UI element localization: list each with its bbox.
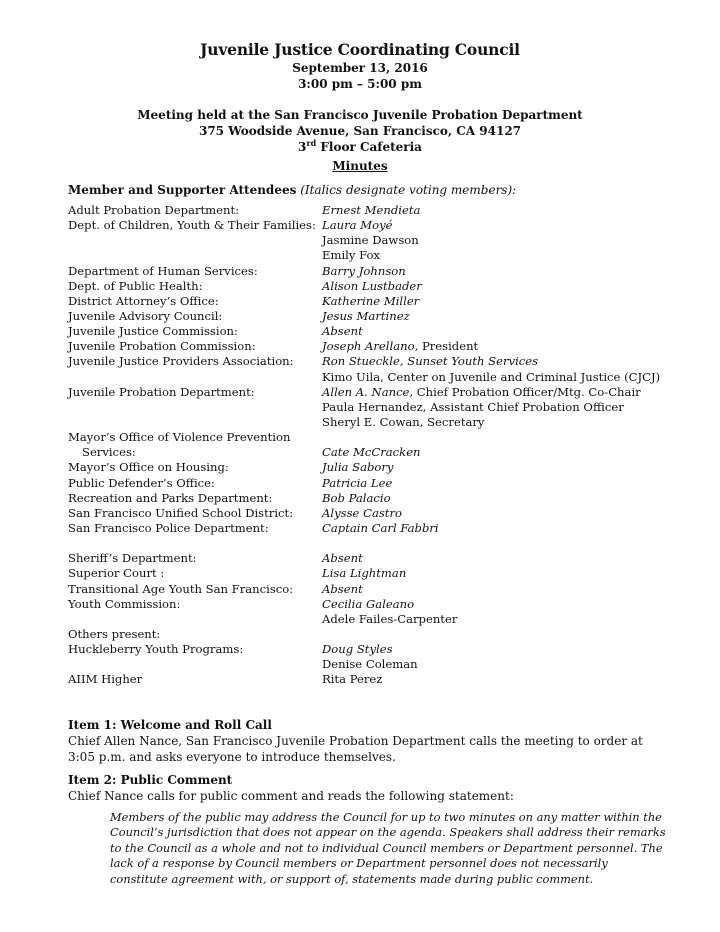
agenda-item-1 [68,717,668,765]
attendee-organization: Adult Probation Department: [68,203,240,217]
attendee-representative: Kimo Uila, Center on Juvenile and Criminal Justice (CJCJ) [322,369,661,384]
meeting-address: 375 Woodside Avenue, San Francisco, CA 94127 [198,124,522,138]
agenda-item-2 [68,772,668,804]
attendee-representative: Sheryl E. Cowan, Secretary [322,414,485,429]
attendee-representative: Jasmine Dawson [322,233,419,248]
attendee-organization: Mayor’s Office of Violence Prevention [68,430,291,445]
attendee-representative: Absent [322,581,363,596]
attendee-representative: Ernest Mendieta [322,203,421,217]
meeting-date: September 13, 2016 [292,61,428,75]
attendee-representative: Cecilia Galeano [322,596,415,611]
attendee-organization: Juvenile Probation Department: [68,384,255,399]
attendee-representative: Alysse Castro [322,505,402,520]
attendee-organization: Public Defender’s Office: [68,475,215,490]
attendee-representative: Laura Moyé [322,218,393,233]
public-comment-statement: Members of the public may address the Council for up to two minutes on any matter within the Council’s jurisdiction that does not appear on the agenda. Speakers shall address their remarks to the Council as a whole and not to individual Council members or Department personnel. The lack of a response by Council members or Department personnel does not necessarily constitute agreement with, or support of, statements made during public comment. [110,810,666,886]
attendee-representative: Rita Perez [322,672,383,687]
attendee-organization: Youth Commission: [68,596,181,611]
attendee-representative: Bob Palacio [322,490,391,505]
attendee-organization: AIIM Higher [68,672,143,687]
agenda-item-2-title: Item 2: Public Comment [68,773,233,787]
attendee-organization: Dept. of Children, Youth & Their Families: [68,218,316,233]
attendee-organization: Juvenile Probation Commission: [68,339,256,354]
attendee-organization: Juvenile Justice Commission: [68,324,238,339]
meeting-floor: 3rd Floor Cafeteria [298,138,422,154]
attendee-representative: Emily Fox [322,248,381,263]
attendee-representative: Jesus Martinez [322,308,410,323]
attendee-organization: Services: [82,445,136,460]
attendee-organization: Transitional Age Youth San Francisco: [68,581,294,596]
attendee-representative: Lisa Lightman [322,566,407,581]
minutes-heading: Minutes [332,159,388,173]
attendee-representative: Allen A. Nance, Chief Probation Officer/Mtg. Co-Chair [322,384,641,399]
attendee-organization: Dept. of Public Health: [68,278,203,293]
attendee-representative: Doug Styles [322,642,393,657]
agenda-item-1-title: Item 1: Welcome and Roll Call [68,718,272,732]
attendee-organization: Juvenile Justice Providers Association: [68,354,294,369]
attendee-representative: Absent [322,551,363,566]
attendee-organization: District Attorney’s Office: [68,293,219,308]
attendee-representative: Absent [322,324,363,339]
attendee-representative: Denise Coleman [322,657,418,672]
attendee-representative: Patricia Lee [322,475,393,490]
agenda-item-1-text: Chief Allen Nance, San Francisco Juvenile Probation Department calls the meeting to order at 3:05 p.m. and asks everyone to introduce themselves. [68,734,643,764]
meeting-venue: Meeting held at the San Francisco Juvenile Probation Department [137,108,583,122]
attendee-organization: Mayor’s Office on Housing: [68,460,229,475]
attendee-organization: Recreation and Parks Department: [68,490,273,505]
attendee-organization: Huckleberry Youth Programs: [68,642,244,657]
attendee-representative: Paula Hernandez, Assistant Chief Probation Officer [322,399,624,414]
attendee-representative: Barry Johnson [322,263,406,278]
attendee-organization: San Francisco Police Department: [68,520,269,535]
attendee-representative: Katherine Miller [322,293,420,308]
attendee-representative: Ron Stueckle, Sunset Youth Services [322,354,539,369]
attendee-organization: Sheriff’s Department: [68,551,197,566]
attendee-representative: Alison Lustbader [322,278,422,293]
meeting-time: 3:00 pm – 5:00 pm [298,77,422,91]
attendee-organization: Juvenile Advisory Council: [68,308,223,323]
document-title: Juvenile Justice Coordinating Council [200,40,520,59]
attendee-organization: Others present: [68,626,161,641]
agenda-item-2-text: Chief Nance calls for public comment and reads the following statement: [68,789,514,803]
attendee-organization: San Francisco Unified School District: [68,505,294,520]
attendee-representative: Adele Failes-Carpenter [322,611,458,626]
attendee-organization: Superior Court : [68,566,165,581]
document-header [0,40,720,174]
attendee-representative: Captain Carl Fabbri [322,520,439,535]
attendee-representative: Julia Sabory [322,460,394,475]
attendees-heading: Member and Supporter Attendees (Italics designate voting members): [68,183,517,197]
attendee-organization: Department of Human Services: [68,263,258,278]
attendee-representative: Joseph Arellano, President [322,339,479,354]
attendee-representative: Cate McCracken [322,445,421,460]
